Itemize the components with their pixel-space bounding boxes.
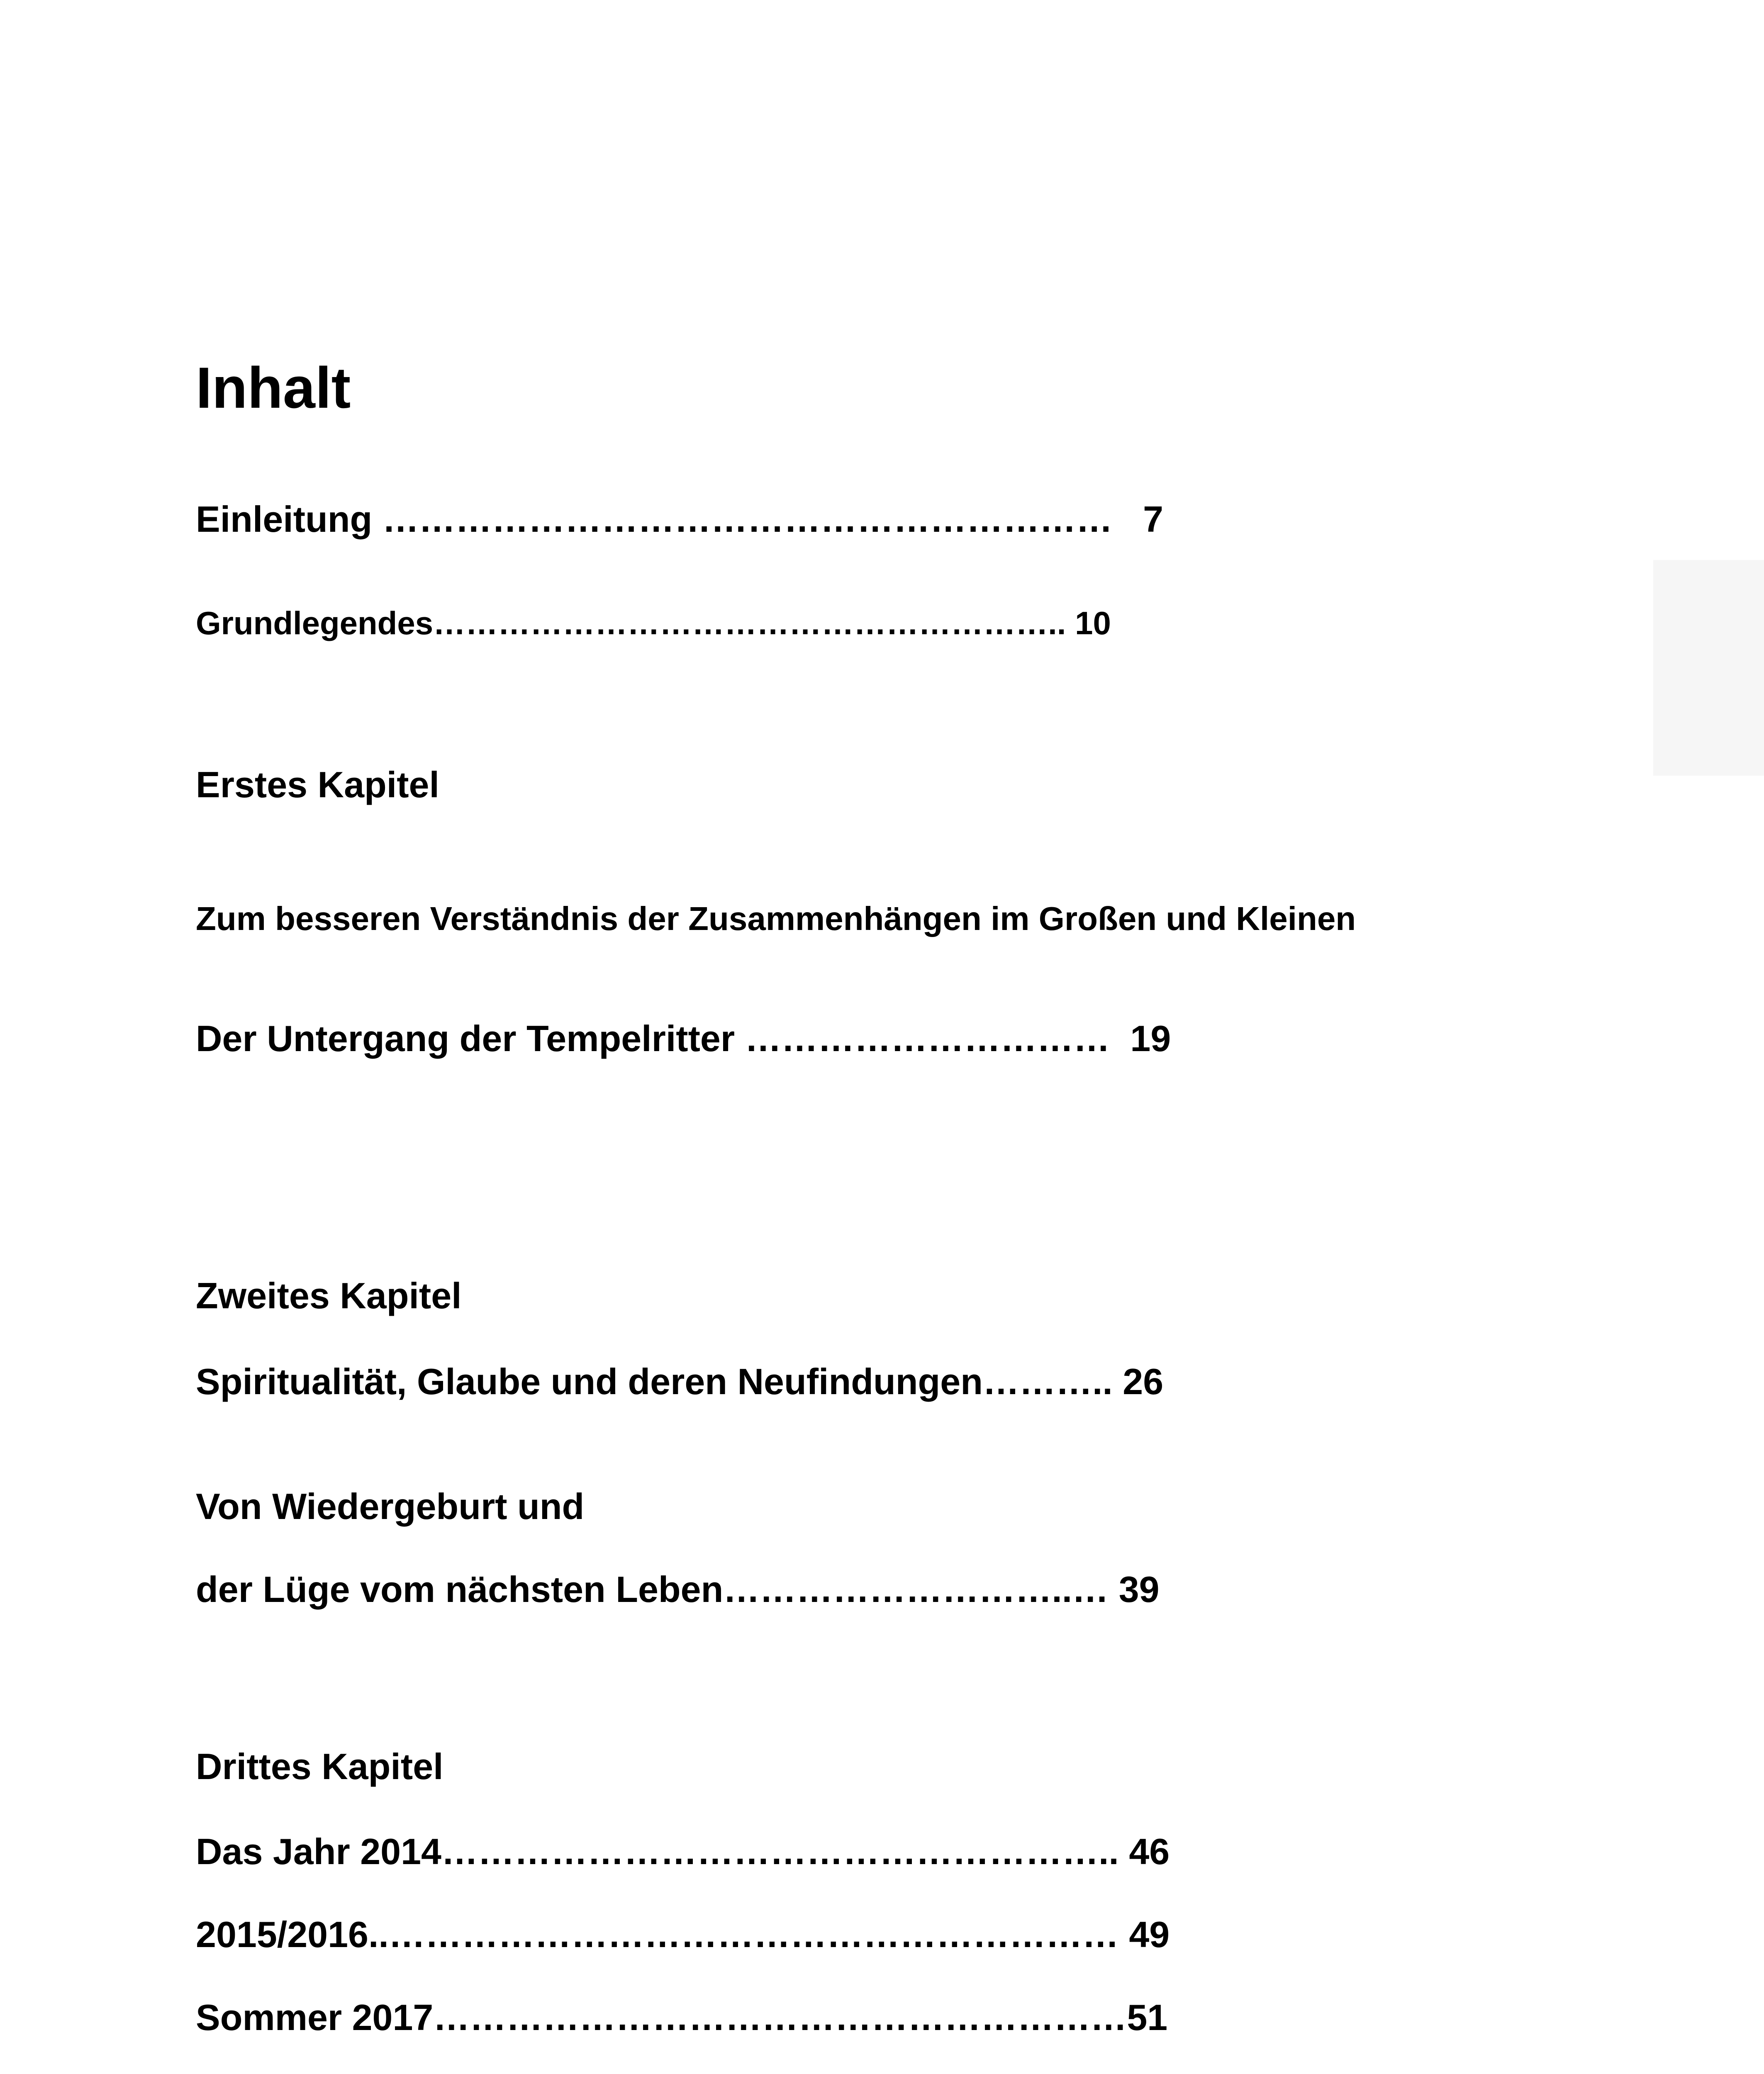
toc-title: Inhalt [196,355,351,420]
toc-entry-2014: Das Jahr 2014……………………………………………….. 46 [196,1831,1170,1872]
chapter-2-heading: Zweites Kapitel [196,1275,462,1316]
toc-entry-wiedergeburt-line1: Von Wiedergeburt und [196,1486,585,1527]
chapter-3-heading: Drittes Kapitel [196,1746,443,1787]
toc-entry-2015-2016: 2015/2016..…………………………………………………… 49 [196,1914,1170,1955]
toc-entry-sommer-2017: Sommer 2017…………………………………………………51 [196,1997,1168,2038]
toc-entry-einleitung: Einleitung …………………………………………………… 7 [196,499,1164,540]
page-edge-shadow [1653,560,1764,776]
chapter-1-subtitle: Zum besseren Verständnis der Zusammenhängen im Großen und Kleinen [196,900,1356,937]
toc-entry-spiritualitaet: Spiritualität, Glaube und deren Neufindungen……….. 26 [196,1361,1164,1402]
toc-entry-grundlegendes: Grundlegendes………………………………………………….. 10 [196,605,1111,641]
toc-entry-wiedergeburt-line2: der Lüge vom nächsten Leben………………………..… 39 [196,1569,1160,1610]
chapter-1-heading: Erstes Kapitel [196,764,439,805]
toc-entry-tempelritter: Der Untergang der Tempelritter ………………………… 19 [196,1018,1171,1059]
